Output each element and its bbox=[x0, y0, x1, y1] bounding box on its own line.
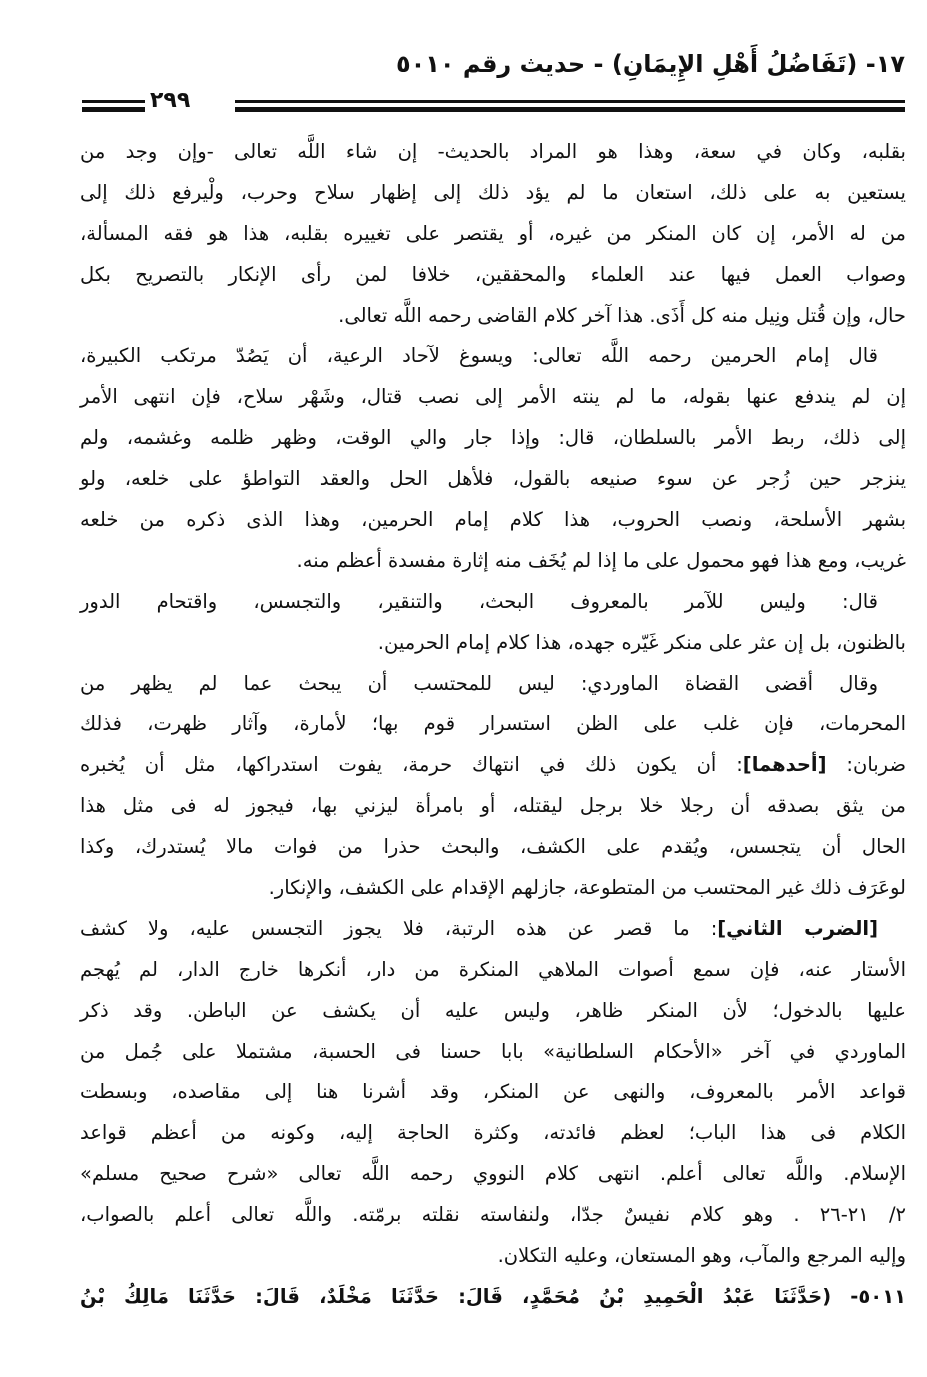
text-line bbox=[80, 950, 906, 991]
text-segment: وصواب العمل فيها عند العلماء والمحققين، خلافا لمن رأى الإنكار بالتصريح بكل bbox=[80, 262, 906, 286]
text-segment: بشهر الأسلحة، ونصب الحروب، هذا كلام إمام الحرمين، وهذا الذى ذكره من خلعه bbox=[80, 508, 906, 532]
text-segment: من له الأمر، إن كان المنكر من غيره، أو يقتصر على تغييره بقلبه، هذا هو فقه المسألة، bbox=[80, 221, 906, 245]
text-segment: من يثق بصدقه أن رجلا خلا برجل ليقتله، أو بامرأة ليزني بها، فيجوز له فى مثل هذا bbox=[80, 794, 906, 818]
text-line bbox=[80, 459, 906, 500]
text-line bbox=[80, 1154, 906, 1195]
text-line bbox=[80, 336, 906, 377]
text-line bbox=[80, 664, 906, 705]
text-segment: بالظنون، بل إن عثر على منكر غَيّره جهده، هذا كلام إمام الحرمين. bbox=[377, 630, 906, 654]
text-segment: لوعَرَف ذلك غير المحتسب من المتطوعة، جازلهم الإقدام على الكشف، والإنكار. bbox=[268, 876, 906, 900]
text-segment: وإليه المرجع والمآب، وهو المستعان، وعليه التكلان. bbox=[497, 1244, 906, 1268]
text-line bbox=[80, 214, 906, 255]
text-segment: ينزجر حين زُجر عن سوء صنيعه بالقول، فلأهل الحل والعقد التواطؤ على خلعه، ولو bbox=[80, 467, 906, 491]
text-segment: الكلام فى هذا الباب؛ لعظم فائدته، وكثرة الحاجة إليه، وكونه من أعظم قواعد bbox=[80, 1121, 906, 1145]
text-line bbox=[80, 991, 906, 1032]
text-segment: : ما قصر عن هذه الرتبة، فلا يجوز التجسس عليه، ولا كشف bbox=[80, 916, 718, 940]
text-line bbox=[80, 786, 906, 827]
text-line bbox=[80, 582, 906, 623]
text-line bbox=[80, 418, 906, 459]
text-line bbox=[80, 623, 906, 664]
text-line bbox=[80, 1236, 906, 1277]
text-segment: إلى ذلك، ربط الأمر بالسلطان، قال: وإذا جار والي الوقت، وظهر ظلمه وغشمه، ولم bbox=[80, 426, 906, 450]
header-rule-right-bottom bbox=[235, 107, 905, 112]
text-segment: بقلبه، وكان في سعة، وهذا هو المراد بالحديث- إن شاء اللَّه تعالى -وإن وجد من bbox=[80, 140, 906, 163]
text-line bbox=[80, 704, 906, 745]
text-segment: قواعد الأمر بالمعروف، والنهى عن المنكر، وقد أشرنا هنا إلى مقاصده، وبسطت bbox=[80, 1080, 906, 1104]
bold-text-segment: ٥٠١١- (حَدَّثَنَا عَبْدُ الْحَمِيدِ بْنُ مُحَمَّدٍ، قَالَ: حَدَّثَنَا مَخْلَدٌ، قَالَ: حَدَّثَنَا مَالِكُ بْنُ bbox=[80, 1284, 906, 1308]
text-line bbox=[80, 1195, 906, 1236]
text-line bbox=[80, 132, 906, 173]
running-header: ١٧- (تَفَاضُلُ أَهْلِ الإِيمَانِ) - حديث رقم ٥٠١٠ bbox=[395, 50, 905, 78]
text-segment: ٢/ ٢١-٢٦ . وهو كلام نفيسٌ جدّا، ولنفاسته نقلته برمّته. واللَّه تعالى أعلم بالصواب، bbox=[80, 1203, 906, 1227]
text-segment: يستعين به على ذلك، استعان ما لم يؤد ذلك إلى إظهار سلاح وحرب، ولْيرفع ذلك إلى bbox=[80, 180, 906, 204]
text-line bbox=[80, 377, 906, 418]
page-body-text bbox=[80, 132, 906, 1318]
text-line bbox=[80, 745, 906, 786]
text-segment: الأستار عنه، فإن سمع أصوات الملاهي المنكرة من دار، أنكرها خارج الدار، لم يُهجم bbox=[80, 957, 906, 981]
text-line bbox=[80, 1277, 906, 1318]
header-rule-left-top bbox=[82, 100, 145, 103]
text-line bbox=[80, 255, 906, 296]
text-line bbox=[80, 1113, 906, 1154]
text-line bbox=[80, 1072, 906, 1113]
text-segment: وقال أقضى القضاة الماوردي: ليس للمحتسب أن يبحث عما لم يظهر من bbox=[80, 671, 878, 695]
text-segment: قال: وليس للآمر بالمعروف البحث، والتنقير، والتجسس، واقتحام الدور bbox=[80, 589, 878, 613]
text-line bbox=[80, 827, 906, 868]
bold-text-segment: [أحدهما] bbox=[742, 753, 827, 777]
text-segment: الإسلام. واللَّه تعالى أعلم. انتهى كلام النووي رحمه اللَّه تعالى «شرح صحيح مسلم» bbox=[80, 1162, 906, 1186]
text-segment: الحال أن يتجسس، ويُقدم على الكشف، والبحث حذرا من فوات مالا يُستدرك، وكذا bbox=[80, 835, 906, 859]
header-rule-left-bottom bbox=[82, 107, 145, 112]
text-line bbox=[80, 1032, 906, 1073]
text-segment: قال إمام الحرمين رحمه اللَّه تعالى: ويسوغ لآحاد الرعية، أن يَصُدّ مرتكب الكبيرة، bbox=[80, 344, 878, 368]
text-segment: المحرمات، فإن غلب على الظن استسرار قوم بها؛ لأمارة، وآثار ظهرت، فذلك bbox=[80, 712, 906, 736]
text-segment: غريب، ومع هذا فهو محمول على ما إذا لم يُخَف منه إثارة مفسدة أعظم منه. bbox=[296, 548, 906, 572]
text-line bbox=[80, 296, 906, 337]
text-segment: حال، وإن قُتل ونِيل منه كل أَذَى. هذا آخر كلام القاضى رحمه اللَّه تعالى. bbox=[338, 303, 906, 327]
text-line bbox=[80, 541, 906, 582]
text-segment: : أن يكون ذلك في انتهاك حرمة، يفوت استدراكها، مثل أن يُخبره bbox=[80, 753, 743, 777]
text-segment: عليها بالدخول؛ لأن المنكر ظاهر، وليس عليه أن يكشف عن الباطن. وقد ذكر bbox=[80, 998, 906, 1022]
text-segment: ضربان: bbox=[826, 753, 907, 777]
text-line bbox=[80, 909, 906, 950]
text-line bbox=[80, 868, 906, 909]
text-line bbox=[80, 500, 906, 541]
bold-text-segment: [الضرب الثاني] bbox=[717, 916, 878, 940]
text-line bbox=[80, 173, 906, 214]
text-segment: الماوردي في آخر «الأحكام السلطانية» بابا حسنا فى الحسبة، مشتملا على جُمل من bbox=[80, 1039, 906, 1063]
text-segment: إن لم يندفع عنها بقوله، ما لم ينته الأمر إلى نصب قتال، وشَهْر سلاح، فإن انتهى الأمر bbox=[80, 385, 906, 409]
page-number: ٢٩٩ bbox=[150, 88, 191, 113]
header-rule-right-top bbox=[235, 100, 905, 103]
